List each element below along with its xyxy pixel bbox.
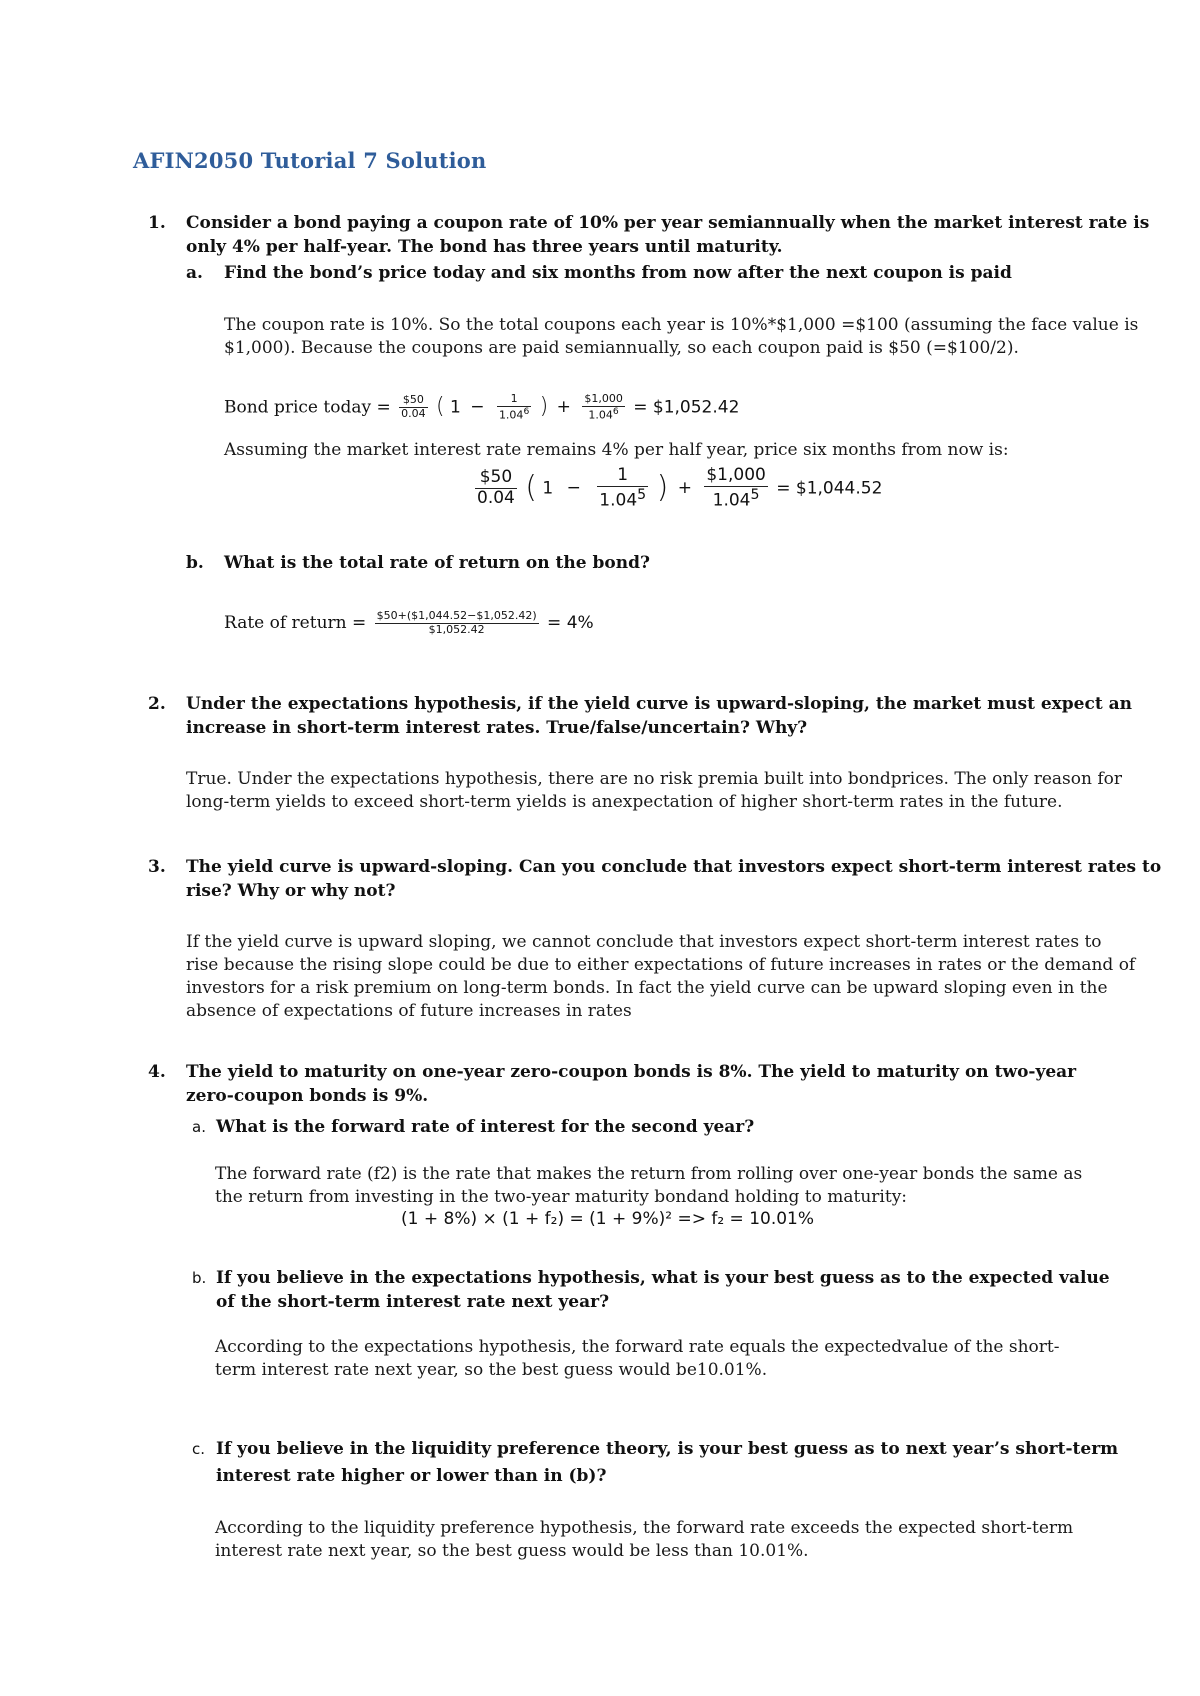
base: 1.04 (588, 408, 613, 422)
numerator: $50+($1,044.52−$1,052.42) (376, 609, 537, 622)
denominator (597, 487, 648, 511)
question-number: 2. (148, 694, 166, 714)
subquestion-label: b. (186, 553, 204, 573)
bond-price-equation (224, 393, 739, 422)
denominator: 0.04 (477, 487, 515, 508)
subquestion-text-line2: of the short-term interest rate next year? (216, 1292, 610, 1312)
exponent: 5 (637, 486, 647, 503)
subquestion-text-line1: If you believe in the liquidity preference theory, is your best guess as to next year’s short-term (216, 1439, 1119, 1459)
exponent: 5 (750, 486, 760, 503)
question-text-line1: The yield to maturity on one-year zero-coupon bonds is 8%. The yield to maturity on two-year (186, 1062, 1077, 1082)
denominator (582, 407, 625, 422)
answer-1a-line2: $1,000). Because the coupons are paid semiannually, so each coupon paid is $50 (=$100/2). (224, 338, 1019, 358)
term-one: 1 (542, 478, 554, 499)
open-paren: ( (436, 394, 445, 420)
plus-sign: + (556, 397, 571, 418)
answer-3-line3: investors for a risk premium on long-term bonds. In fact the yield curve can be upward sloping even in the (186, 978, 1108, 998)
subquestion-label: a. (186, 263, 203, 283)
answer-1a-line3: Assuming the market interest rate remains 4% per half year, price six months from now is: (224, 440, 1009, 460)
answer-2-line2: long-term yields to exceed short-term yields is anexpectation of higher short-term rates in the future. (186, 792, 1063, 812)
fraction-rate-of-return (375, 610, 539, 636)
denominator: 0.04 (401, 406, 426, 420)
equation-result: = 4% (547, 613, 594, 634)
plus-sign: + (677, 478, 692, 499)
question-text-line1: Consider a bond paying a coupon rate of 10% per year semiannually when the market interest rate is (186, 213, 1150, 233)
subquestion-text-line2: interest rate higher or lower than in (b)? (216, 1466, 607, 1486)
answer-4c-line2: interest rate next year, so the best guess would be less than 10.01%. (215, 1541, 809, 1561)
answer-2-line1: True. Under the expectations hypothesis, there are no risk premia built into bondprices. The only reason for (186, 769, 1123, 789)
answer-4b-line1: According to the expectations hypothesis, the forward rate equals the expectedvalue of the short- (215, 1337, 1060, 1357)
fraction-face-value (704, 466, 767, 511)
question-text-line2: zero-coupon bonds is 9%. (186, 1086, 429, 1106)
question-text-line2: only 4% per half-year. The bond has three years until maturity. (186, 237, 783, 257)
numerator: $50 (399, 394, 428, 408)
numerator: $50 (475, 468, 517, 489)
subquestion-label: b. (192, 1269, 207, 1287)
subquestion-text: What is the forward rate of interest for the second year? (216, 1117, 755, 1137)
subquestion-text: What is the total rate of return on the bond? (224, 553, 650, 573)
base: 1.04 (599, 490, 638, 511)
answer-1a-line1: The coupon rate is 10%. So the total coupons each year is 10%*$1,000 =$100 (assuming the face value is (224, 315, 1139, 335)
question-text-line1: The yield curve is upward-sloping. Can you conclude that investors expect short-term interest rates to (186, 857, 1162, 877)
question-text-line1: Under the expectations hypothesis, if the yield curve is upward-sloping, the market must expect an (186, 694, 1132, 714)
forward-rate-equation: (1 + 8%) × (1 + f₂) = (1 + 9%)² => f₂ = 10.01% (401, 1209, 815, 1229)
answer-3-line2: rise because the rising slope could be due to either expectations of future increases in rates or the demand of (186, 955, 1136, 975)
rate-of-return-label: Rate of return = (224, 613, 367, 634)
base: 1.04 (498, 408, 524, 422)
denominator (497, 407, 531, 422)
fraction-discount (597, 466, 648, 511)
exponent: 6 (523, 405, 530, 417)
answer-3-line4: absence of expectations of future increases in rates (186, 1001, 632, 1021)
price-six-months-equation (472, 466, 882, 511)
base: 1.04 (712, 490, 751, 511)
document-title: AFIN2050 Tutorial 7 Solution (133, 148, 487, 173)
exponent: 6 (612, 405, 619, 417)
equation-result: = $1,052.42 (633, 397, 740, 418)
question-text-line2: rise? Why or why not? (186, 881, 396, 901)
answer-3-line1: If the yield curve is upward sloping, we cannot conclude that investors expect short-term interest rates to (186, 932, 1102, 952)
numerator: 1 (597, 466, 648, 487)
numerator: 1 (497, 393, 531, 407)
numerator: $1,000 (706, 465, 766, 485)
fraction-coupon-rate (475, 468, 517, 508)
fraction-discount (497, 393, 531, 422)
fraction-face-value (582, 393, 625, 422)
subquestion-text-line1: If you believe in the expectations hypothesis, what is your best guess as to the expected value (216, 1268, 1110, 1288)
answer-4a-line1: The forward rate (f2) is the rate that makes the return from rolling over one-year bonds the same as (215, 1164, 1083, 1184)
fraction-coupon-rate (399, 394, 428, 420)
rate-of-return-equation (224, 610, 594, 636)
denominator (704, 487, 767, 511)
close-paren: ) (539, 394, 549, 420)
question-text-line2: increase in short-term interest rates. True/false/uncertain? Why? (186, 718, 808, 738)
minus-sign: − (566, 478, 581, 499)
bond-price-label: Bond price today = (224, 397, 391, 418)
question-number: 3. (148, 857, 166, 877)
answer-4c-line1: According to the liquidity preference hypothesis, the forward rate exceeds the expected short-term (215, 1518, 1074, 1538)
subquestion-label: a. (192, 1118, 206, 1136)
equation-result: = $1,044.52 (776, 478, 883, 499)
question-number: 4. (148, 1062, 166, 1082)
minus-sign: − (470, 397, 485, 418)
question-number: 1. (148, 213, 166, 233)
open-paren: ( (525, 470, 537, 506)
subquestion-text: Find the bond’s price today and six months from now after the next coupon is paid (224, 263, 1012, 283)
term-one: 1 (450, 397, 461, 418)
answer-4a-line2: the return from investing in the two-year maturity bondand holding to maturity: (215, 1187, 908, 1207)
close-paren: ) (656, 470, 669, 506)
denominator: $1,052.42 (428, 622, 485, 636)
subquestion-label: c. (192, 1440, 206, 1458)
answer-4b-line2: term interest rate next year, so the best guess would be10.01%. (215, 1360, 768, 1380)
numerator: $1,000 (584, 392, 623, 405)
